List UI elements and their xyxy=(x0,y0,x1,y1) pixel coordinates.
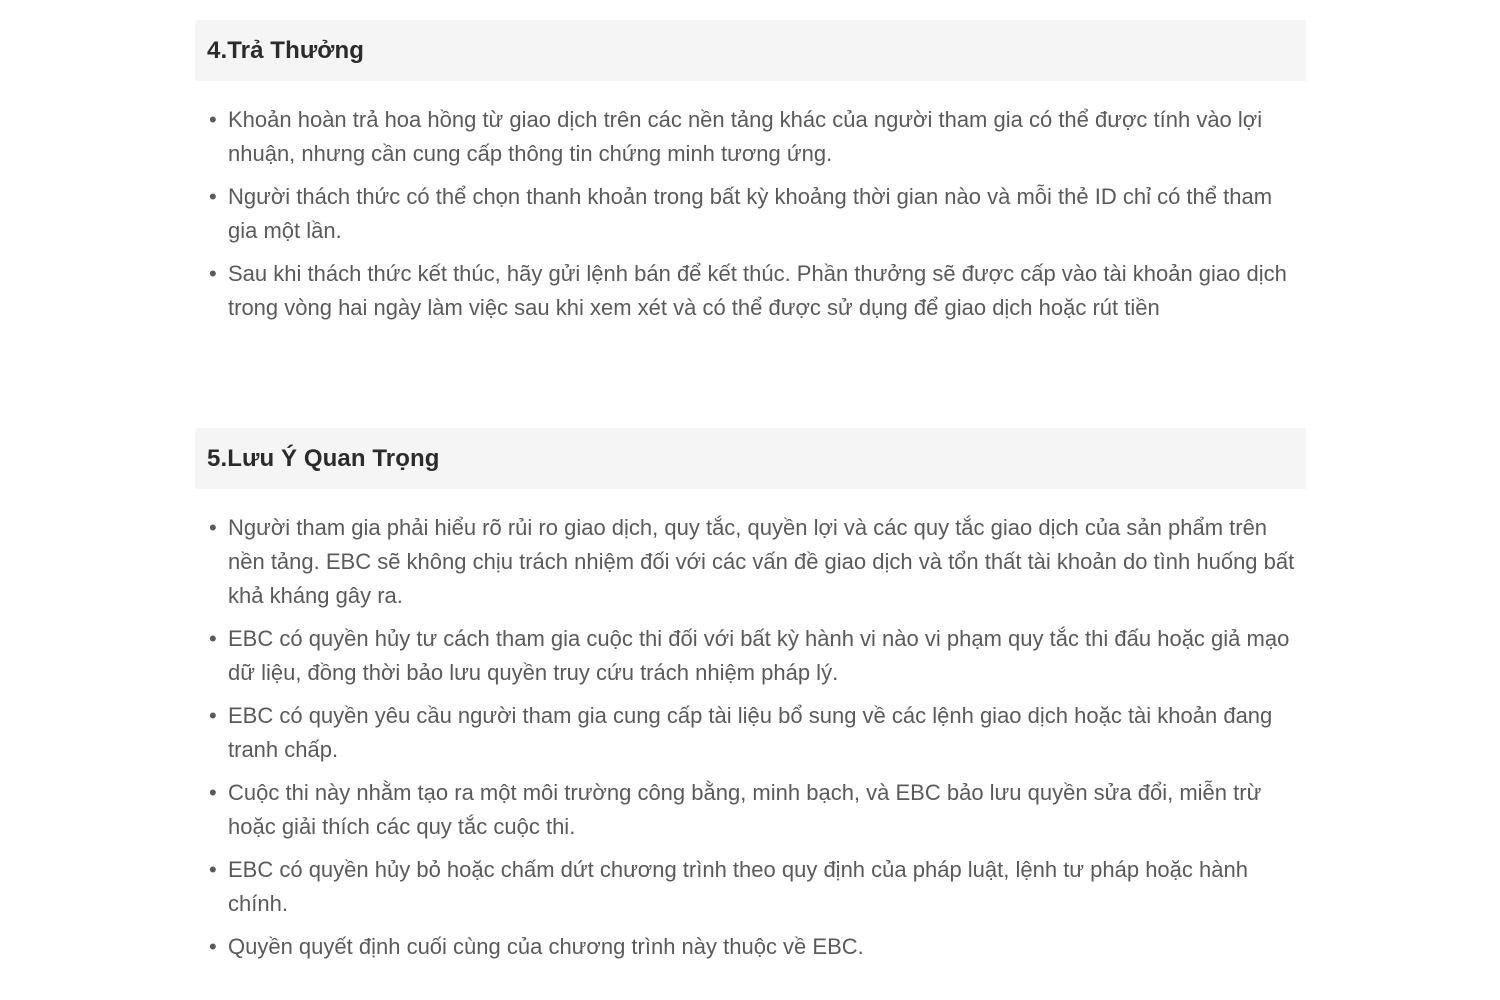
list-item-text: Người thách thức có thể chọn thanh khoản trong bất kỳ khoảng thời gian nào và mỗi thẻ ID chỉ có thể tham gia một lần. xyxy=(228,184,1273,243)
list-item xyxy=(195,257,1306,325)
bullet-dot-icon: • xyxy=(209,184,217,209)
list-item xyxy=(195,103,1306,171)
bullet-list xyxy=(195,103,1306,325)
bullet-dot-icon: • xyxy=(209,261,217,286)
section-lưu-ý-quan-trọng xyxy=(195,428,1306,973)
list-item-text: EBC có quyền hủy bỏ hoặc chấm dứt chương trình theo quy định của pháp luật, lệnh tư pháp hoặc hành chính. xyxy=(228,857,1248,916)
list-item-text: Sau khi thách thức kết thúc, hãy gửi lệnh bán để kết thúc. Phần thưởng sẽ được cấp vào tài khoản giao dịch trong vòng hai ngày làm việc sau khi xem xét và có thể được sử dụng để giao dịch hoặc rút tiền xyxy=(228,261,1287,320)
section-trả-thưởng xyxy=(195,20,1306,334)
section-title: 4.Trả Thưởng xyxy=(207,36,364,64)
section-header xyxy=(195,20,1306,81)
section-header xyxy=(195,428,1306,489)
list-item xyxy=(195,930,1306,964)
bullet-dot-icon: • xyxy=(209,934,217,959)
list-item-text: Cuộc thi này nhằm tạo ra một môi trường công bằng, minh bạch, và EBC bảo lưu quyền sửa đổi, miễn trừ hoặc giải thích các quy tắc cuộc thi. xyxy=(228,780,1262,839)
section-title: 5.Lưu Ý Quan Trọng xyxy=(207,444,440,472)
bullet-dot-icon: • xyxy=(209,780,217,805)
list-item-text: EBC có quyền hủy tư cách tham gia cuộc thi đối với bất kỳ hành vi nào vi phạm quy tắc thi đấu hoặc giả mạo dữ liệu, đồng thời bảo lưu quyền truy cứu trách nhiệm pháp lý. xyxy=(228,626,1290,685)
list-item-text: Quyền quyết định cuối cùng của chương trình này thuộc về EBC. xyxy=(228,934,864,959)
list-item xyxy=(195,853,1306,921)
list-item xyxy=(195,776,1306,844)
list-item xyxy=(195,622,1306,690)
list-item-text: Người tham gia phải hiểu rõ rủi ro giao dịch, quy tắc, quyền lợi và các quy tắc giao dịch của sản phẩm trên nền tảng. EBC sẽ không chịu trách nhiệm đối với các vấn đề giao dịch và tổn thất tài khoản do tình huống bất khả kháng gây ra. xyxy=(228,515,1295,608)
bullet-dot-icon: • xyxy=(209,515,217,540)
bullet-dot-icon: • xyxy=(209,107,217,132)
list-item-text: EBC có quyền yêu cầu người tham gia cung cấp tài liệu bổ sung về các lệnh giao dịch hoặc tài khoản đang tranh chấp. xyxy=(228,703,1273,762)
bullet-list xyxy=(195,511,1306,964)
list-item xyxy=(195,180,1306,248)
list-item-text: Khoản hoàn trả hoa hồng từ giao dịch trên các nền tảng khác của người tham gia có thể được tính vào lợi nhuận, nhưng cần cung cấp thông tin chứng minh tương ứng. xyxy=(228,107,1263,166)
bullet-dot-icon: • xyxy=(209,626,217,651)
list-item xyxy=(195,511,1306,613)
bullet-dot-icon: • xyxy=(209,857,217,882)
bullet-dot-icon: • xyxy=(209,703,217,728)
list-item xyxy=(195,699,1306,767)
